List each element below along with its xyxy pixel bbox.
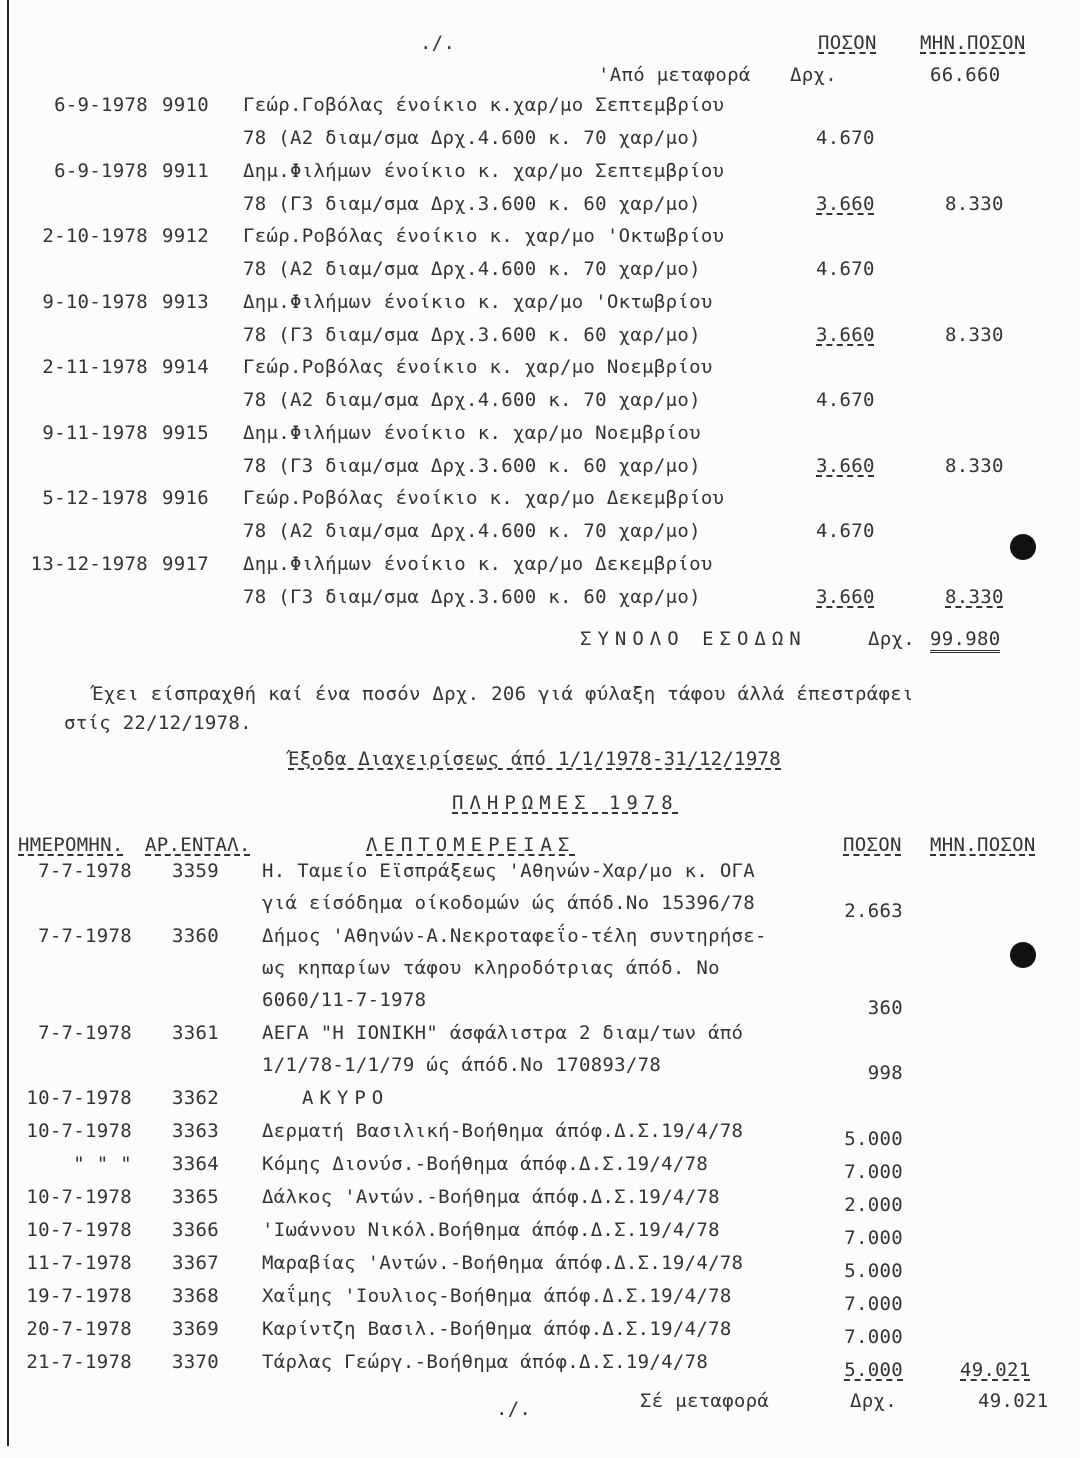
income-amount: 3.660	[816, 192, 875, 215]
payment-detail-line: Χαΐμης 'Ιουλιος-Βοήθημα άπόφ.Δ.Σ.19/4/78	[262, 1285, 732, 1307]
payment-voucher-number: 3359	[172, 860, 219, 882]
payment-detail-line: 'Ιωάννου Νικόλ.Βοήθημα άπόφ.Δ.Σ.19/4/78	[262, 1219, 720, 1241]
payment-voucher-number: 3360	[172, 925, 219, 947]
income-description-line-2: 78 (Α2 διαμ/σμα Δρχ.4.600 κ. 70 χαρ/μο)	[243, 127, 701, 149]
income-monthly-amount: 8.330	[945, 192, 1004, 215]
income-description-line-1: Γεώρ.Ροβόλας ένοίκιο κ. χαρ/μο Δεκεμβρίου	[243, 487, 725, 509]
income-amount: 4.670	[816, 520, 875, 542]
income-receipt-number: 9916	[162, 487, 209, 509]
payment-date: 20-7-1978	[26, 1318, 132, 1340]
income-description-line-2: 78 (Α2 διαμ/σμα Δρχ.4.600 κ. 70 χαρ/μο)	[243, 389, 701, 411]
income-receipt-number: 9912	[162, 225, 209, 247]
payment-detail-line: Κόμης Διονύσ.-Βοήθημα άπόφ.Δ.Σ.19/4/78	[262, 1153, 709, 1175]
income-total-value: 99.980	[930, 628, 1000, 653]
payment-date: 19-7-1978	[26, 1285, 132, 1307]
income-date: 9-10-1978	[42, 290, 148, 313]
expenses-subtitle: ΠΛΗΡΩΜΕΣ 1978	[452, 792, 679, 814]
income-description-line-1: Γεώρ.Γοβόλας ένοίκιο κ.χαρ/μο Σεπτεμβρίου	[243, 94, 725, 116]
payment-date: " " "	[73, 1153, 132, 1175]
payment-amount: 7.000	[844, 1326, 903, 1348]
col-header-payment-monthly: ΜΗΝ.ΠΟΣΟΝ	[930, 834, 1036, 856]
income-amount: 3.660	[816, 585, 875, 608]
payment-voucher-number: 3363	[172, 1120, 219, 1142]
payment-voucher-number: 3368	[172, 1285, 219, 1307]
carry-forward-label: 'Από μεταφορά	[598, 64, 751, 86]
page-mark-bottom: ./.	[496, 1398, 532, 1420]
payment-detail-line: Μαραβίας 'Αντών.-Βοήθημα άπόφ.Δ.Σ.19/4/78	[262, 1252, 744, 1274]
income-receipt-number: 9913	[162, 290, 209, 313]
payment-amount: 7.000	[844, 1227, 903, 1249]
col-header-voucher: ΑΡ.ΕΝΤΑΛ.	[145, 834, 251, 856]
income-date: 2-11-1978	[42, 356, 148, 378]
income-date: 9-11-1978	[42, 421, 148, 444]
col-header-amount: ΠΟΣΟΝ	[818, 32, 877, 54]
payment-detail-line: Δερματή Βασιλική-Βοήθημα άπόφ.Δ.Σ.19/4/78	[262, 1120, 744, 1142]
income-description-line-2: 78 (Α2 διαμ/σμα Δρχ.4.600 κ. 70 χαρ/μο)	[243, 258, 701, 280]
payment-amount: 2.663	[844, 900, 903, 922]
payment-voucher-number: 3366	[172, 1219, 219, 1241]
payment-amount: 5.000	[844, 1260, 903, 1282]
payment-detail-line: ως κηπαρίων τάφου κληροδότριας άπόδ. Νο	[262, 957, 720, 979]
income-receipt-number: 9910	[162, 94, 209, 116]
payment-monthly-amount: 49.021	[960, 1359, 1031, 1381]
payment-date: 7-7-1978	[38, 1022, 132, 1044]
income-description-line-2: 78 (Γ3 διαμ/σμα Δρχ.3.600 κ. 60 χαρ/μο)	[243, 454, 701, 477]
punch-hole-mark	[1010, 534, 1036, 560]
income-date: 5-12-1978	[42, 487, 148, 509]
income-amount: 4.670	[816, 127, 875, 149]
payment-voucher-number: 3369	[172, 1318, 219, 1340]
carry-over-value: 49.021	[978, 1390, 1049, 1412]
income-total-label: ΣΥΝΟΛΟ ΕΣΟΔΩΝ	[580, 628, 807, 650]
income-monthly-amount: 8.330	[945, 454, 1004, 477]
payment-amount: 5.000	[844, 1128, 903, 1150]
payment-detail-line: Δήμος 'Αθηνών-Α.Νεκροταφεΐο-τέλη συντηρήσε-	[262, 925, 767, 947]
page-mark-top: ./.	[420, 32, 456, 54]
income-description-line-2: 78 (Γ3 διαμ/σμα Δρχ.3.600 κ. 60 χαρ/μο)	[243, 323, 701, 346]
payment-date: 10-7-1978	[26, 1219, 132, 1241]
payment-amount: 5.000	[844, 1359, 903, 1381]
payment-detail-line: Η. Ταμείο Εϊσπράξεως 'Αθηνών-Χαρ/μο κ. ΟΓΑ	[262, 860, 756, 882]
income-amount: 4.670	[816, 258, 875, 280]
payment-amount: 7.000	[844, 1161, 903, 1183]
note-line-2: στίς 22/12/1978.	[64, 712, 252, 734]
payment-amount: 998	[867, 1062, 903, 1084]
payment-date: 10-7-1978	[26, 1186, 132, 1208]
note-line-1: Έχει είσπραχθή καί ένα ποσόν Δρχ. 206 γιά φύλαξη τάφου άλλά έπεστράφει	[92, 683, 914, 705]
income-amount: 3.660	[816, 323, 875, 346]
payment-amount: 2.000	[844, 1194, 903, 1216]
carry-over-label: Σέ μεταφορά	[640, 1390, 770, 1412]
carry-forward-value: 66.660	[930, 64, 1001, 86]
payment-voucher-number: 3365	[172, 1186, 219, 1208]
income-receipt-number: 9915	[162, 421, 209, 444]
income-date: 13-12-1978	[30, 552, 148, 575]
payment-detail-line: Τάρλας Γεώργ.-Βοήθημα άπόφ.Δ.Σ.19/4/78	[262, 1351, 709, 1373]
payment-detail-line: ΑΚΥΡΟ	[302, 1087, 390, 1109]
col-header-date: ΗΜΕΡΟΜΗΝ.	[18, 834, 124, 856]
income-receipt-number: 9911	[162, 159, 209, 182]
carry-over-currency: Δρχ.	[850, 1390, 897, 1412]
income-monthly-amount: 8.330	[945, 585, 1004, 608]
income-description-line-2: 78 (Γ3 διαμ/σμα Δρχ.3.600 κ. 60 χαρ/μο)	[243, 192, 701, 215]
payment-date: 11-7-1978	[26, 1252, 132, 1274]
income-date: 6-9-1978	[54, 94, 148, 116]
income-description-line-1: Δημ.Φιλήμων ένοίκιο κ. χαρ/μο Νοεμβρίου	[243, 421, 701, 444]
payment-voucher-number: 3362	[172, 1087, 219, 1109]
col-header-monthly: ΜΗΝ.ΠΟΣΟΝ	[920, 32, 1026, 54]
income-amount: 3.660	[816, 454, 875, 477]
col-header-details: ΛΕΠΤΟΜΕΡΕΙΑΣ	[366, 834, 576, 856]
payment-date: 10-7-1978	[26, 1120, 132, 1142]
payment-amount: 360	[867, 997, 903, 1019]
payment-date: 10-7-1978	[26, 1087, 132, 1109]
income-total-currency: Δρχ.	[868, 628, 915, 650]
income-description-line-2: 78 (Α2 διαμ/σμα Δρχ.4.600 κ. 70 χαρ/μο)	[243, 520, 701, 542]
payment-voucher-number: 3370	[172, 1351, 219, 1373]
payment-detail-line: 6060/11-7-1978	[262, 989, 427, 1011]
punch-hole-mark-2	[1010, 942, 1036, 968]
income-description-line-2: 78 (Γ3 διαμ/σμα Δρχ.3.600 κ. 60 χαρ/μο)	[243, 585, 701, 608]
payment-detail-line: ΑΕΓΑ "Η ΙΟΝΙΚΗ" άσφάλιστρα 2 διαμ/των άπό	[262, 1022, 744, 1044]
payment-voucher-number: 3367	[172, 1252, 219, 1274]
income-date: 6-9-1978	[54, 159, 148, 182]
income-description-line-1: Δημ.Φιλήμων ένοίκιο κ. χαρ/μο Δεκεμβρίου	[243, 552, 713, 575]
payment-date: 7-7-1978	[38, 860, 132, 882]
payment-detail-line: 1/1/78-1/1/79 ώς άπόδ.Νο 170893/78	[262, 1054, 662, 1076]
payment-detail-line: Δάλκος 'Αντών.-Βοήθημα άπόφ.Δ.Σ.19/4/78	[262, 1186, 720, 1208]
expenses-title: Έξοδα Διαχειρίσεως άπό 1/1/1978-31/12/1978	[288, 748, 782, 770]
page-edge-line	[7, 0, 9, 1446]
carry-forward-currency: Δρχ.	[790, 64, 837, 86]
income-receipt-number: 9917	[162, 552, 209, 575]
payment-detail-line: Καρίντζη Βασιλ.-Βοήθημα άπόφ.Δ.Σ.19/4/78	[262, 1318, 732, 1340]
payment-amount: 7.000	[844, 1293, 903, 1315]
col-header-payment-amount: ΠΟΣΟΝ	[843, 834, 902, 856]
income-description-line-1: Δημ.Φιλήμων ένοίκιο κ. χαρ/μο Σεπτεμβρίου	[243, 159, 725, 182]
income-description-line-1: Δημ.Φιλήμων ένοίκιο κ. χαρ/μο 'Οκτωβρίου	[243, 290, 713, 313]
income-monthly-amount: 8.330	[945, 323, 1004, 346]
income-description-line-1: Γεώρ.Ροβόλας ένοίκιο κ. χαρ/μο 'Οκτωβρίου	[243, 225, 725, 247]
income-receipt-number: 9914	[162, 356, 209, 378]
payment-voucher-number: 3364	[172, 1153, 219, 1175]
payment-date: 7-7-1978	[38, 925, 132, 947]
payment-voucher-number: 3361	[172, 1022, 219, 1044]
income-date: 2-10-1978	[42, 225, 148, 247]
payment-date: 21-7-1978	[26, 1351, 132, 1373]
income-amount: 4.670	[816, 389, 875, 411]
income-description-line-1: Γεώρ.Ροβόλας ένοίκιο κ. χαρ/μο Νοεμβρίου	[243, 356, 713, 378]
payment-detail-line: γιά είσόδημα οίκοδομών ώς άπόδ.Νο 15396/78	[262, 892, 756, 914]
